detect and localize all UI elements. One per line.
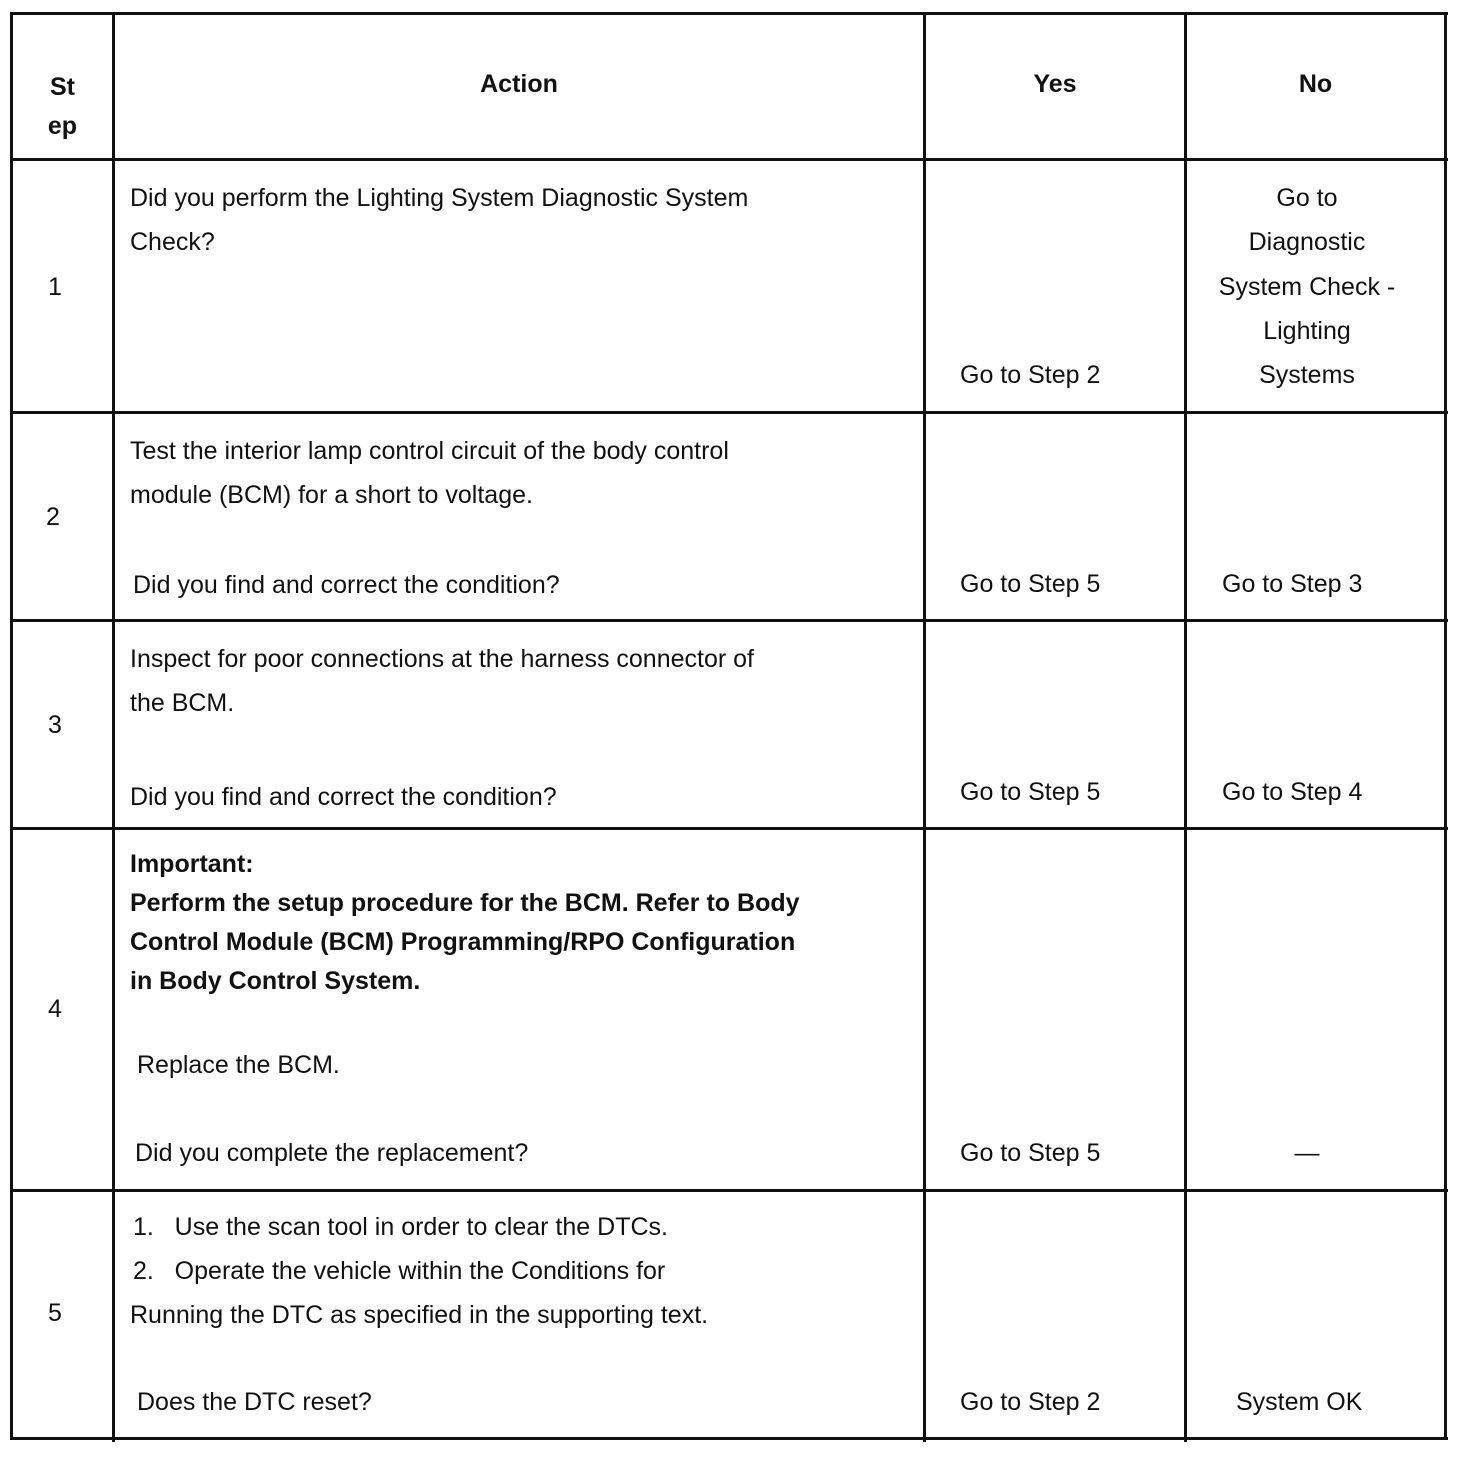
action-question: Does the DTC reset?	[137, 1388, 372, 1416]
action-text: Did you perform the Lighting System Diagnostic System	[130, 184, 749, 212]
important-note: Control Module (BCM) Programming/RPO Configuration	[130, 928, 796, 956]
header-yes: Yes	[1033, 70, 1077, 98]
step-number: 1	[48, 273, 62, 301]
action-text: Running the DTC as specified in the supporting text.	[130, 1301, 709, 1329]
no-result: Go to Step 3	[1222, 570, 1363, 598]
row-divider	[10, 827, 1448, 830]
no-result: System Check -	[1218, 273, 1396, 301]
action-text: Test the interior lamp control circuit of the body control	[130, 437, 729, 465]
yes-result: Go to Step 5	[960, 778, 1101, 806]
row-divider	[10, 619, 1448, 622]
action-text: Inspect for poor connections at the harness connector of	[130, 645, 754, 673]
column-divider	[923, 12, 926, 1442]
no-result: Go to Step 4	[1222, 778, 1363, 806]
no-result: Lighting	[1263, 317, 1351, 345]
table-border-bottom	[10, 1437, 1448, 1440]
yes-result: Go to Step 5	[960, 570, 1101, 598]
action-instruction: Replace the BCM.	[137, 1051, 340, 1079]
step-number: 2	[46, 503, 60, 531]
action-question: Did you find and correct the condition?	[130, 783, 557, 811]
list-item: 2. Operate the vehicle within the Conditions for	[133, 1257, 666, 1285]
header-action: Action	[480, 70, 558, 98]
no-result: Systems	[1259, 361, 1355, 389]
step-number: 4	[48, 995, 62, 1023]
important-label: Important:	[130, 850, 254, 878]
action-text: the BCM.	[130, 689, 235, 717]
table-border-top	[10, 12, 1448, 15]
yes-result: Go to Step 2	[960, 1388, 1101, 1416]
yes-result: Go to Step 5	[960, 1139, 1101, 1167]
yes-result: Go to Step 2	[960, 361, 1101, 389]
header-step: St ep	[47, 73, 78, 140]
action-question: Did you complete the replacement?	[135, 1139, 529, 1167]
important-note: Perform the setup procedure for the BCM. Refer to Body	[130, 889, 800, 917]
list-item: 1. Use the scan tool in order to clear the DTCs.	[133, 1213, 668, 1241]
action-text: module (BCM) for a short to voltage.	[130, 481, 533, 509]
action-question: Did you find and correct the condition?	[133, 571, 560, 599]
header-divider	[10, 158, 1448, 161]
no-result: —	[1294, 1139, 1320, 1167]
row-divider	[10, 411, 1448, 414]
important-note: in Body Control System.	[130, 967, 421, 995]
action-text: Check?	[130, 228, 215, 256]
column-divider	[112, 12, 115, 1442]
step-number: 5	[48, 1299, 62, 1327]
header-no: No	[1298, 70, 1333, 98]
step-number: 3	[48, 711, 62, 739]
table-border-right	[1444, 12, 1447, 1440]
no-result: Diagnostic	[1248, 228, 1366, 256]
no-result: Go to	[1276, 184, 1338, 212]
row-divider	[10, 1189, 1448, 1192]
no-result: System OK	[1236, 1388, 1363, 1416]
